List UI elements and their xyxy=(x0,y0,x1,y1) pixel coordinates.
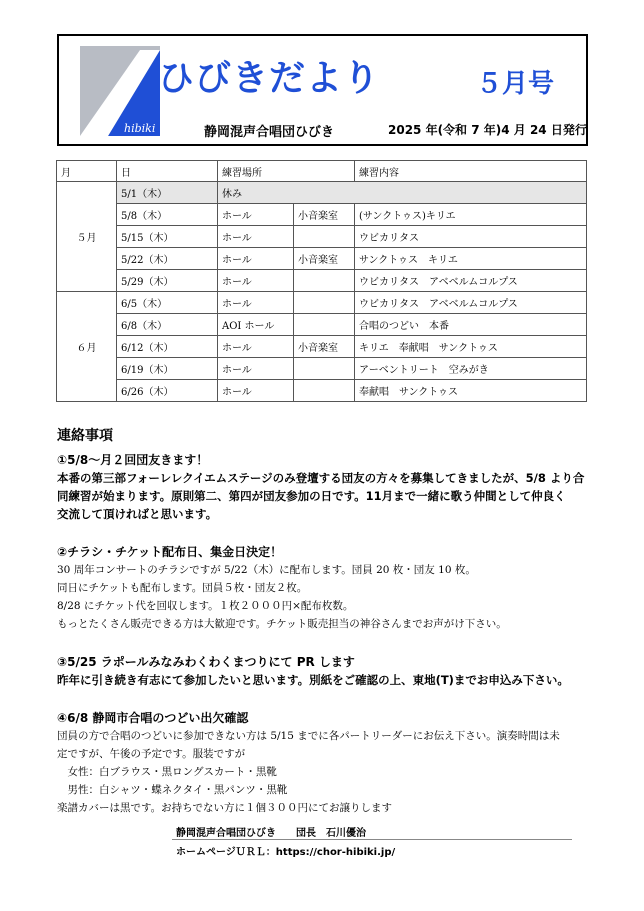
date-cell: 6/12（木） xyxy=(117,336,218,358)
issue-label: ５月号 xyxy=(476,69,555,99)
notice-line: 8/28 にチケット代を回収します。１枚２０００円×配布枚数。 xyxy=(57,600,354,612)
content-cell: (サンクトゥス)キリエ xyxy=(355,204,587,226)
table-row xyxy=(57,358,587,380)
hibiki-logo xyxy=(80,46,160,136)
table-header-row xyxy=(57,161,587,182)
place-cell: ホール xyxy=(218,336,294,358)
place-cell: ホール xyxy=(218,226,294,248)
room-cell xyxy=(294,292,355,314)
notice-line: 30 周年コンサートのチラシですが 5/22（木）に配布します。団員 20 枚・団友 10 枚。 xyxy=(57,564,476,576)
col-header-month: 月 xyxy=(57,161,117,182)
newsletter-title: ひびきだより xyxy=(158,58,381,99)
table-row xyxy=(57,292,587,314)
table-row xyxy=(57,314,587,336)
notice-line: もっとたくさん販売できる方は大歓迎です。チケット販売担当の神谷さんまでお声がけ下さい。 xyxy=(57,618,507,630)
notice-line: 女性：白ブラウス・黒ロングスカート・黒靴 xyxy=(57,766,277,778)
content-cell: キリエ 奉献唱 サンクトゥス xyxy=(355,336,587,358)
footer-org-leader: 静岡混声合唱団ひびき 団長 石川優治 xyxy=(176,828,366,839)
notes-title: 連絡事項 xyxy=(57,428,113,444)
room-cell xyxy=(294,314,355,336)
content-cell: サンクトゥス キリエ xyxy=(355,248,587,270)
date-cell: 5/8（木） xyxy=(117,204,218,226)
room-cell xyxy=(294,270,355,292)
room-cell xyxy=(294,358,355,380)
place-cell: ホール xyxy=(218,380,294,402)
place-cell: ホール xyxy=(218,204,294,226)
table-row xyxy=(57,380,587,402)
table-row xyxy=(57,204,587,226)
notes-section xyxy=(57,425,597,837)
content-cell: ウビカリタス アベベルムコルプス xyxy=(355,270,587,292)
place-cell: 休み xyxy=(218,182,587,204)
date-cell: 5/1（木） xyxy=(117,182,218,204)
col-header-place: 練習場所 xyxy=(218,161,355,182)
issue-date: 2025 年(令和 7 年)4 月 24 日発行 xyxy=(388,123,587,137)
practice-schedule-table xyxy=(56,160,587,402)
content-cell: アーベントリート 空みがき xyxy=(355,358,587,380)
notice-item xyxy=(57,543,597,633)
date-cell: 6/26（木） xyxy=(117,380,218,402)
content-cell: ウビカリタス xyxy=(355,226,587,248)
content-cell: 奉献唱 サンクトゥス xyxy=(355,380,587,402)
notice-heading: ①5/8～月２回団友きます！ xyxy=(57,453,209,467)
date-cell: 5/15（木） xyxy=(117,226,218,248)
logo-text: hibiki xyxy=(124,122,156,135)
table-row xyxy=(57,336,587,358)
room-cell: 小音楽室 xyxy=(294,204,355,226)
place-cell: ホール xyxy=(218,358,294,380)
notice-item xyxy=(57,451,597,523)
place-cell: ホール xyxy=(218,292,294,314)
date-cell: 6/8（木） xyxy=(117,314,218,336)
place-cell: AOI ホール xyxy=(218,314,294,336)
notice-line: 男性：白シャツ・蝶ネクタイ・黒パンツ・黒靴 xyxy=(57,784,288,796)
month-cell: ６月 xyxy=(57,292,117,402)
date-cell: 5/29（木） xyxy=(117,270,218,292)
room-cell xyxy=(294,226,355,248)
content-cell: 合唱のつどい 本番 xyxy=(355,314,587,336)
date-cell: 6/5（木） xyxy=(117,292,218,314)
notice-line: 本番の第三部フォーレレクイエムステージのみ登壇する団友の方々を募集してきましたが、5/8 より合 xyxy=(57,471,585,485)
footer-divider xyxy=(172,839,572,840)
table-row xyxy=(57,248,587,270)
date-cell: 6/19（木） xyxy=(117,358,218,380)
notice-item xyxy=(57,653,597,689)
month-cell: ５月 xyxy=(57,182,117,292)
table-row xyxy=(57,226,587,248)
notice-item xyxy=(57,709,597,817)
room-cell: 小音楽室 xyxy=(294,248,355,270)
place-cell: ホール xyxy=(218,270,294,292)
notice-line: 同日にチケットも配布します。団員５枚・団友２枚。 xyxy=(57,582,308,594)
org-name: 静岡混声合唱団ひびき xyxy=(204,125,335,140)
col-header-date: 日 xyxy=(117,161,218,182)
table-row xyxy=(57,182,587,204)
footer-homepage-link[interactable]: ホームページＵＲＬ：https://chor-hibiki.jp/ xyxy=(176,847,396,858)
notice-line: 定ですが、午後の予定です。服装ですが xyxy=(57,748,246,760)
date-cell: 5/22（木） xyxy=(117,248,218,270)
table-row xyxy=(57,270,587,292)
notice-heading: ③5/25 ラポールみなみわくわくまつりにて PR します xyxy=(57,655,355,669)
notice-line: 同練習が始まります。原則第二、第四が団友参加の日です。11月まで一緒に歌う仲間として仲良く xyxy=(57,489,566,503)
notice-line: 楽譜カバーは黒です。お持ちでない方に１個３００円にてお譲りします xyxy=(57,802,393,814)
notice-line: 交流して頂ければと思います。 xyxy=(57,507,218,521)
notice-heading: ④6/8 静岡市合唱のつどい出欠確認 xyxy=(57,711,249,725)
notice-line: 昨年に引き続き有志にて参加したいと思います。別紙をご確認の上、東地(T)までお申込み下さい。 xyxy=(57,673,569,687)
notice-line: 団員の方で合唱のつどいに参加できない方は 5/15 までに各パートリーダーにお伝え下さい。演奏時間は未 xyxy=(57,730,560,742)
room-cell xyxy=(294,380,355,402)
notice-heading: ②チラシ・チケット配布日、集金日決定！ xyxy=(57,545,283,559)
col-header-content: 練習内容 xyxy=(355,161,587,182)
content-cell: ウビカリタス アベベルムコルプス xyxy=(355,292,587,314)
room-cell: 小音楽室 xyxy=(294,336,355,358)
place-cell: ホール xyxy=(218,248,294,270)
